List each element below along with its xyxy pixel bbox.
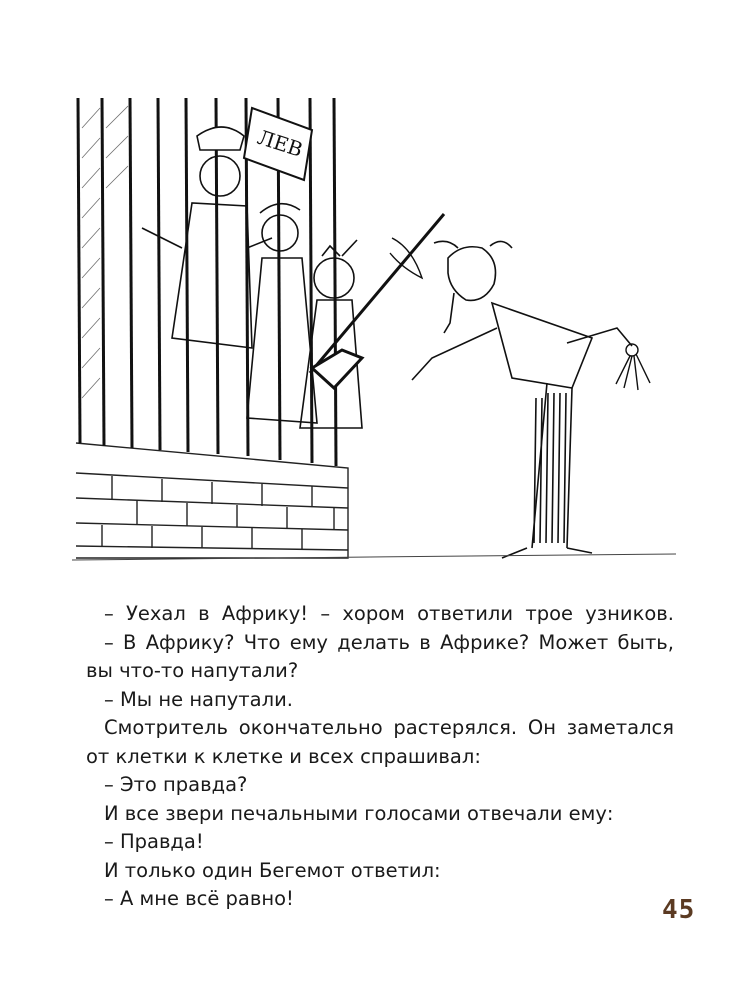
lion-sign (244, 108, 312, 180)
brick-wall (76, 443, 348, 558)
text-line-3: вы что-то напутали? (86, 659, 299, 682)
story-text (86, 600, 674, 914)
text-line-8: И все звери печальными голосами отвечали ему: (104, 801, 614, 825)
text-line-5: Смотритель окончательно растерялся. Он заметался (104, 716, 674, 739)
text-line-1: – Уехал в Африку! – хором ответили трое узников. (104, 602, 674, 625)
text-line-10: И только один Бегемот ответил: (104, 858, 441, 882)
text-line-4: – Мы не напутали. (104, 687, 293, 711)
keys-icon (616, 344, 650, 390)
keeper-figure (412, 241, 632, 558)
text-line-2: – В Африку? Что ему делать в Африке? Может быть, (104, 630, 674, 654)
cage-illustration (72, 88, 676, 570)
text-line-7: – Это правда? (104, 773, 248, 796)
text-line-6: от клетки к клетке и всех спрашивал: (86, 744, 481, 768)
rifle (310, 214, 444, 388)
text-line-9: – Правда! (104, 830, 204, 853)
page-number: 45 (662, 895, 696, 925)
text-line-11: – А мне всё равно! (104, 887, 294, 910)
svg-text:ЛЕВ: ЛЕВ (254, 124, 306, 162)
